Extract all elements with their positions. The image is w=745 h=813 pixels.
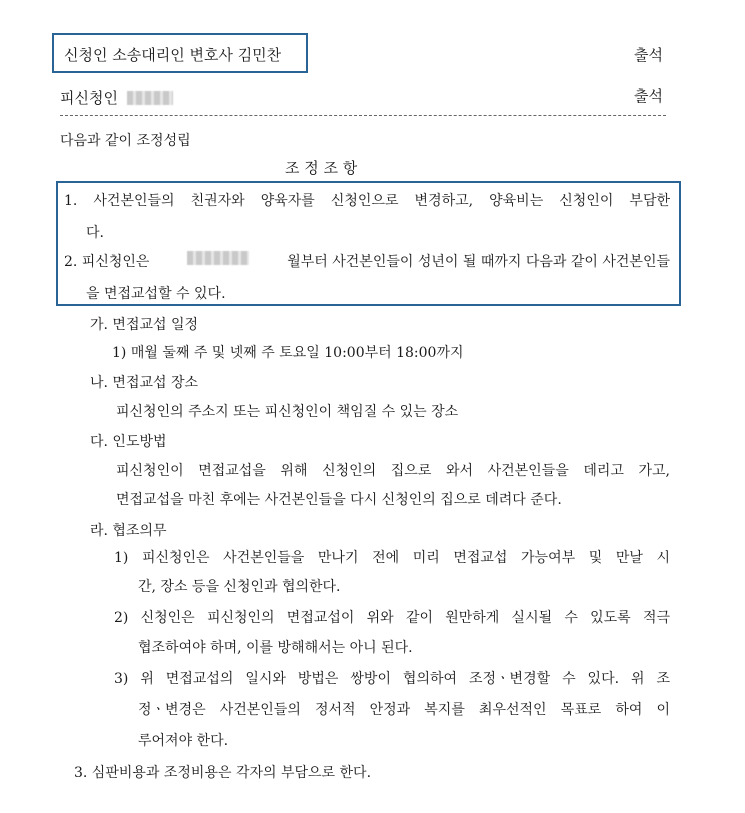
- section-ra-title: 라. 협조의무: [90, 523, 167, 539]
- section-da-title: 다. 인도방법: [90, 434, 167, 450]
- section-ra-item-1a: 1) 피신청인은 사건본인들을 만나기 전에 미리 면접교섭 가능여부 및 만날 시: [114, 550, 670, 566]
- section-da-body-1: 피신청인이 면접교섭을 위해 신청인의 집으로 와서 사건본인들을 데리고 가고,: [116, 463, 670, 479]
- section-ra-item-2b: 협조하여야 하며, 이를 방해해서는 아니 된다.: [138, 640, 413, 656]
- redacted-name: [127, 91, 173, 105]
- applicant-line: 신청인 소송대리인 변호사 김민찬: [64, 46, 282, 64]
- item-2-line-2: 을 면접교섭할 수 있다.: [86, 286, 226, 302]
- respondent-label: 피신청인: [60, 89, 118, 107]
- item-1-line-2: 다.: [86, 225, 104, 241]
- redacted-date: [187, 251, 249, 265]
- intro-text: 다음과 같이 조정성립: [60, 133, 191, 149]
- item-2-prefix: 2. 피신청인은: [64, 254, 150, 270]
- divider: [60, 115, 666, 116]
- section-da-body-2: 면접교섭을 마친 후에는 사건본인들을 다시 신청인의 집으로 데려다 준다.: [116, 492, 562, 508]
- section-ga-item-1: 1) 매월 둘째 주 및 넷째 주 토요일 10:00부터 18:00까지: [112, 345, 464, 361]
- item-3: 3. 심판비용과 조정비용은 각자의 부담으로 한다.: [74, 765, 372, 781]
- section-ra-item-1b: 간, 장소 등을 신청인과 협의한다.: [138, 579, 341, 595]
- respondent-status: 출석: [634, 87, 663, 105]
- section-ra-item-3b: 정ㆍ변경은 사건본인들의 정서적 안정과 복지를 최우선적인 목표로 하여 이: [138, 702, 670, 718]
- section-na-body: 피신청인의 주소지 또는 피신청인이 책임질 수 있는 장소: [116, 404, 459, 420]
- item-1-line-1: 1. 사건본인들의 친권자와 양육자를 신청인으로 변경하고, 양육비는 신청인이 부담한: [64, 193, 670, 209]
- section-na-title: 나. 면접교섭 장소: [90, 375, 199, 391]
- applicant-status: 출석: [634, 46, 663, 64]
- item-2-line-1: [64, 251, 670, 271]
- section-ra-item-3a: 3) 위 면접교섭의 일시와 방법은 쌍방이 협의하여 조정ㆍ변경할 수 있다. 위 조: [114, 671, 670, 687]
- respondent-line: [60, 87, 173, 108]
- section-ra-item-3c: 루어져야 한다.: [138, 733, 229, 749]
- item-2-suffix: 월부터 사건본인들이 성년이 될 때까지 다음과 같이 사건본인들: [287, 254, 670, 270]
- page-title: 조 정 조 항: [285, 159, 358, 177]
- section-ra-item-2a: 2) 신청인은 피신청인의 면접교섭이 위와 같이 원만하게 실시될 수 있도록 적극: [114, 610, 670, 626]
- section-ga-title: 가. 면접교섭 일정: [90, 317, 199, 333]
